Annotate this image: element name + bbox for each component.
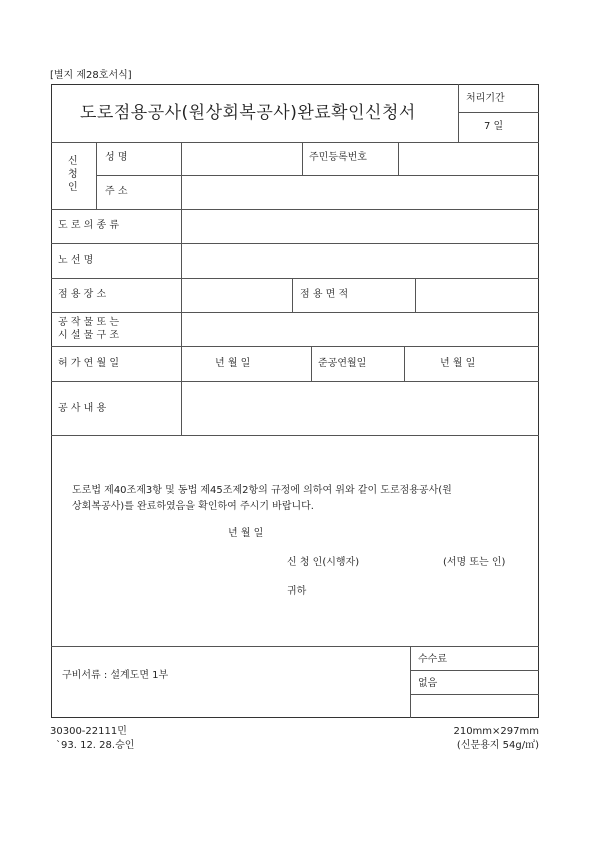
id-label: 주민등록번호 <box>309 152 367 163</box>
structure-label-1: 공 작 물 또 는 <box>58 317 120 328</box>
area-label: 점 용 면 적 <box>300 289 349 300</box>
applicant-signature-label: 신 청 인(시행자) <box>287 557 360 568</box>
footer-code: 30300-22111민 <box>50 726 127 737</box>
statement-line-2: 상회복공사)를 완료하였음을 확인하여 주시기 바랍니다. <box>72 501 314 512</box>
signature-note: (서명 또는 인) <box>443 557 506 568</box>
address-field[interactable] <box>182 176 538 208</box>
fee-value: 없음 <box>418 678 438 689</box>
rule-processing-mid <box>458 112 539 113</box>
name-label: 성 명 <box>105 152 128 163</box>
route-name-label: 노 선 명 <box>58 255 94 266</box>
rule-structure-bottom <box>51 346 539 347</box>
footer-approval: `93. 12. 28.승인 <box>56 740 135 751</box>
rule-completion-left <box>311 346 312 381</box>
road-type-field[interactable] <box>182 210 538 242</box>
rule-applicant-group <box>96 142 97 209</box>
area-field[interactable] <box>416 279 538 311</box>
page-title: 도로점용공사(원상회복공사)완료확인신청서 <box>80 103 416 123</box>
fee-label: 수수료 <box>418 654 447 665</box>
completion-date-label: 준공연월일 <box>318 358 367 369</box>
work-content-field[interactable] <box>182 382 538 434</box>
road-type-label: 도 로 의 종 류 <box>58 220 120 231</box>
work-content-label: 공 사 내 용 <box>58 403 107 414</box>
address-label: 주 소 <box>105 186 128 197</box>
id-field[interactable] <box>399 143 538 174</box>
rule-fee-left <box>410 646 411 718</box>
rule-area-left <box>292 278 293 312</box>
rule-fee-bottom <box>410 694 539 695</box>
rule-completion-right <box>404 346 405 381</box>
processing-value: 7 일 <box>484 121 504 132</box>
rule-fee-mid <box>410 670 539 671</box>
form-number: [별지 제28호서식] <box>50 70 132 81</box>
rule-processing-left <box>458 84 459 142</box>
recipient-label: 귀하 <box>287 586 307 597</box>
statement-date: 년 월 일 <box>228 528 264 539</box>
location-field[interactable] <box>182 279 291 311</box>
structure-label-2: 시 설 물 구 조 <box>58 330 120 341</box>
structure-field[interactable] <box>182 313 538 345</box>
rule-id-left <box>302 142 303 175</box>
route-name-field[interactable] <box>182 244 538 277</box>
rule-work-bottom <box>51 435 539 436</box>
permit-date-value[interactable]: 년 월 일 <box>215 358 251 369</box>
processing-label: 처리기간 <box>466 93 505 104</box>
attachments-text: 구비서류 : 설계도면 1부 <box>62 670 169 681</box>
name-field[interactable] <box>182 143 301 174</box>
permit-date-label: 허 가 연 월 일 <box>58 358 120 369</box>
applicant-label-1: 신 <box>68 156 78 167</box>
applicant-label-3: 인 <box>68 182 78 193</box>
completion-date-value[interactable]: 년 월 일 <box>440 358 476 369</box>
footer-paper: (신문용지 54g/㎡) <box>456 740 539 751</box>
footer-size: 210mm×297mm <box>453 726 539 737</box>
location-label: 점 용 장 소 <box>58 289 107 300</box>
applicant-label-2: 청 <box>68 169 78 180</box>
statement-line-1: 도로법 제40조제3항 및 동법 제45조제2항의 규정에 의하여 위와 같이 도로점용공사(원 <box>72 485 452 496</box>
rule-statement-bottom <box>51 646 539 647</box>
